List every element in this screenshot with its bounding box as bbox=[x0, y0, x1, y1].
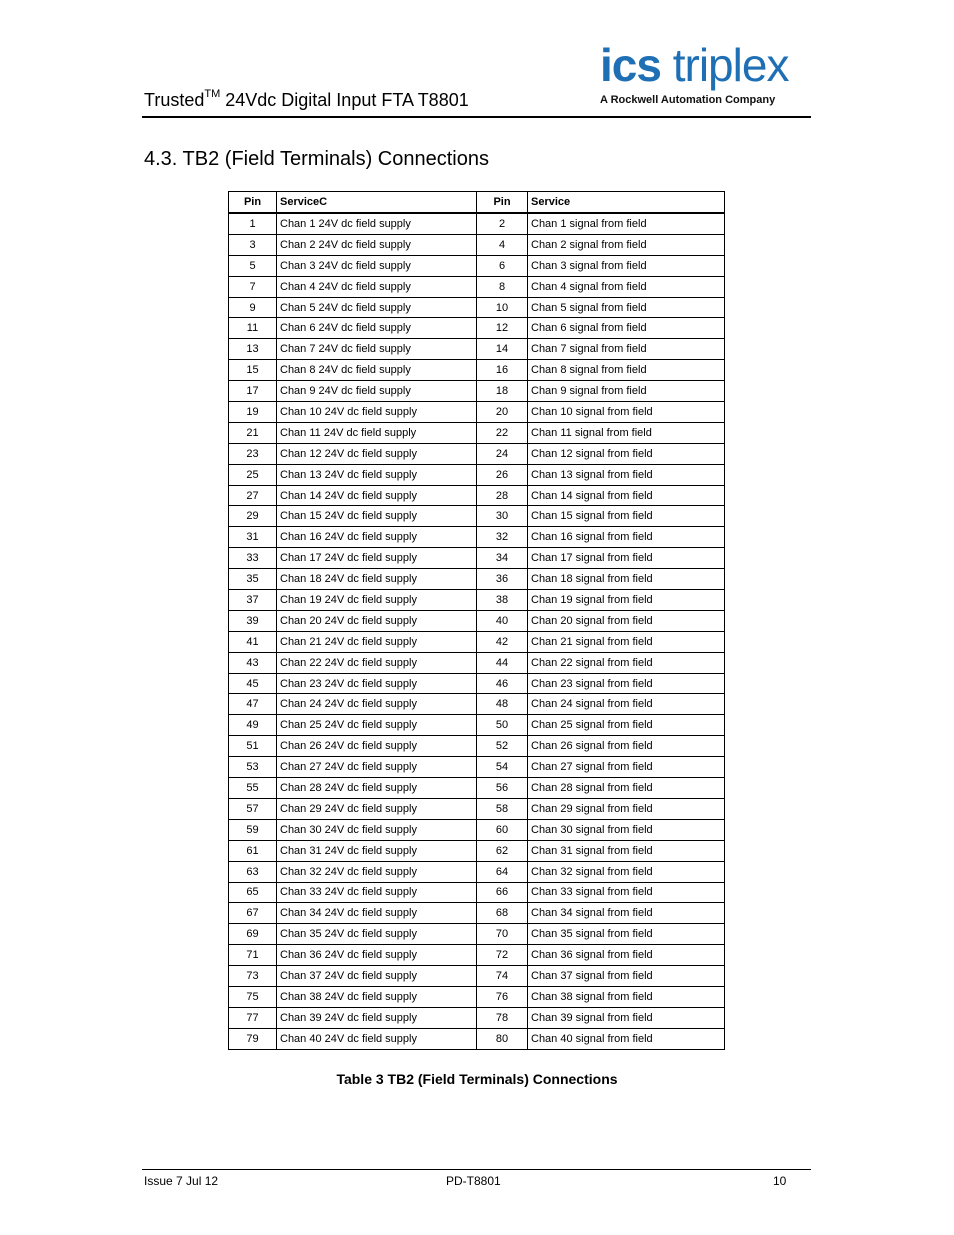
trademark-mark: TM bbox=[204, 88, 221, 100]
pin-cell: 52 bbox=[477, 736, 528, 757]
table-row bbox=[229, 715, 725, 736]
service-cell: Chan 20 signal from field bbox=[528, 610, 725, 631]
table-row bbox=[229, 339, 725, 360]
table-row bbox=[229, 694, 725, 715]
service-cell: Chan 21 signal from field bbox=[528, 631, 725, 652]
service-cell: Chan 38 signal from field bbox=[528, 986, 725, 1007]
service-cell: Chan 10 24V dc field supply bbox=[277, 402, 477, 423]
service-cell: Chan 15 signal from field bbox=[528, 506, 725, 527]
pin-cell: 77 bbox=[229, 1007, 277, 1028]
pin-cell: 78 bbox=[477, 1007, 528, 1028]
table-row bbox=[229, 861, 725, 882]
table-row bbox=[229, 234, 725, 255]
service-cell: Chan 6 24V dc field supply bbox=[277, 318, 477, 339]
service-cell: Chan 40 signal from field bbox=[528, 1028, 725, 1049]
header-service-2: Service bbox=[528, 192, 725, 214]
table-row bbox=[229, 736, 725, 757]
table-row bbox=[229, 882, 725, 903]
table-row bbox=[229, 255, 725, 276]
pin-cell: 48 bbox=[477, 694, 528, 715]
service-cell: Chan 19 signal from field bbox=[528, 590, 725, 611]
service-cell: Chan 27 signal from field bbox=[528, 757, 725, 778]
service-cell: Chan 23 signal from field bbox=[528, 673, 725, 694]
pin-cell: 18 bbox=[477, 381, 528, 402]
pin-cell: 58 bbox=[477, 798, 528, 819]
table-row bbox=[229, 590, 725, 611]
pin-cell: 62 bbox=[477, 840, 528, 861]
service-cell: Chan 39 signal from field bbox=[528, 1007, 725, 1028]
service-cell: Chan 30 signal from field bbox=[528, 819, 725, 840]
service-cell: Chan 29 signal from field bbox=[528, 798, 725, 819]
table-row bbox=[229, 464, 725, 485]
pin-cell: 79 bbox=[229, 1028, 277, 1049]
service-cell: Chan 27 24V dc field supply bbox=[277, 757, 477, 778]
service-cell: Chan 22 24V dc field supply bbox=[277, 652, 477, 673]
title-suffix: 24Vdc Digital Input FTA T8801 bbox=[220, 90, 469, 110]
pin-cell: 38 bbox=[477, 590, 528, 611]
pin-cell: 22 bbox=[477, 422, 528, 443]
service-cell: Chan 35 24V dc field supply bbox=[277, 924, 477, 945]
service-cell: Chan 16 signal from field bbox=[528, 527, 725, 548]
pin-cell: 80 bbox=[477, 1028, 528, 1049]
table-row bbox=[229, 297, 725, 318]
service-cell: Chan 28 signal from field bbox=[528, 778, 725, 799]
table-row bbox=[229, 548, 725, 569]
service-cell: Chan 19 24V dc field supply bbox=[277, 590, 477, 611]
pin-cell: 33 bbox=[229, 548, 277, 569]
service-cell: Chan 36 signal from field bbox=[528, 945, 725, 966]
service-cell: Chan 4 24V dc field supply bbox=[277, 276, 477, 297]
service-cell: Chan 40 24V dc field supply bbox=[277, 1028, 477, 1049]
pin-cell: 10 bbox=[477, 297, 528, 318]
table-row bbox=[229, 1028, 725, 1049]
service-cell: Chan 23 24V dc field supply bbox=[277, 673, 477, 694]
pin-cell: 46 bbox=[477, 673, 528, 694]
table-row bbox=[229, 840, 725, 861]
service-cell: Chan 6 signal from field bbox=[528, 318, 725, 339]
pin-cell: 13 bbox=[229, 339, 277, 360]
pin-cell: 34 bbox=[477, 548, 528, 569]
pin-cell: 72 bbox=[477, 945, 528, 966]
service-cell: Chan 26 signal from field bbox=[528, 736, 725, 757]
pin-cell: 50 bbox=[477, 715, 528, 736]
service-cell: Chan 24 signal from field bbox=[528, 694, 725, 715]
table-row bbox=[229, 1007, 725, 1028]
table-row bbox=[229, 485, 725, 506]
service-cell: Chan 36 24V dc field supply bbox=[277, 945, 477, 966]
pin-cell: 74 bbox=[477, 966, 528, 987]
service-cell: Chan 14 24V dc field supply bbox=[277, 485, 477, 506]
pin-cell: 23 bbox=[229, 443, 277, 464]
logo-light: triplex bbox=[672, 39, 789, 91]
pin-cell: 42 bbox=[477, 631, 528, 652]
pin-cell: 21 bbox=[229, 422, 277, 443]
pin-cell: 75 bbox=[229, 986, 277, 1007]
table-row bbox=[229, 569, 725, 590]
service-cell: Chan 24 24V dc field supply bbox=[277, 694, 477, 715]
pin-cell: 2 bbox=[477, 213, 528, 234]
service-cell: Chan 10 signal from field bbox=[528, 402, 725, 423]
pin-cell: 20 bbox=[477, 402, 528, 423]
table-row bbox=[229, 757, 725, 778]
pin-cell: 47 bbox=[229, 694, 277, 715]
service-cell: Chan 16 24V dc field supply bbox=[277, 527, 477, 548]
service-cell: Chan 7 24V dc field supply bbox=[277, 339, 477, 360]
service-cell: Chan 25 signal from field bbox=[528, 715, 725, 736]
pin-cell: 27 bbox=[229, 485, 277, 506]
table-row bbox=[229, 986, 725, 1007]
service-cell: Chan 26 24V dc field supply bbox=[277, 736, 477, 757]
service-cell: Chan 18 signal from field bbox=[528, 569, 725, 590]
service-cell: Chan 39 24V dc field supply bbox=[277, 1007, 477, 1028]
page-number: 10 bbox=[773, 1174, 787, 1188]
pin-cell: 19 bbox=[229, 402, 277, 423]
table-row bbox=[229, 798, 725, 819]
service-cell: Chan 3 24V dc field supply bbox=[277, 255, 477, 276]
pin-cell: 68 bbox=[477, 903, 528, 924]
pin-cell: 61 bbox=[229, 840, 277, 861]
title-prefix: Trusted bbox=[144, 90, 205, 110]
service-cell: Chan 9 signal from field bbox=[528, 381, 725, 402]
table-row bbox=[229, 819, 725, 840]
pin-cell: 29 bbox=[229, 506, 277, 527]
logo-tagline: A Rockwell Automation Company bbox=[600, 94, 776, 106]
service-cell: Chan 8 24V dc field supply bbox=[277, 360, 477, 381]
header-pin-1: Pin bbox=[229, 192, 277, 214]
pin-cell: 9 bbox=[229, 297, 277, 318]
pin-cell: 60 bbox=[477, 819, 528, 840]
service-cell: Chan 1 24V dc field supply bbox=[277, 213, 477, 234]
service-cell: Chan 5 signal from field bbox=[528, 297, 725, 318]
service-cell: Chan 25 24V dc field supply bbox=[277, 715, 477, 736]
pin-cell: 39 bbox=[229, 610, 277, 631]
pin-cell: 8 bbox=[477, 276, 528, 297]
service-cell: Chan 13 24V dc field supply bbox=[277, 464, 477, 485]
table-row bbox=[229, 673, 725, 694]
pin-cell: 51 bbox=[229, 736, 277, 757]
pin-cell: 55 bbox=[229, 778, 277, 799]
footer-doc-id: PD-T8801 bbox=[446, 1174, 501, 1188]
pin-cell: 45 bbox=[229, 673, 277, 694]
pin-cell: 14 bbox=[477, 339, 528, 360]
service-cell: Chan 33 signal from field bbox=[528, 882, 725, 903]
service-cell: Chan 31 signal from field bbox=[528, 840, 725, 861]
table-row bbox=[229, 903, 725, 924]
table-row bbox=[229, 381, 725, 402]
service-cell: Chan 2 signal from field bbox=[528, 234, 725, 255]
logo-wordmark bbox=[600, 40, 788, 90]
service-cell: Chan 9 24V dc field supply bbox=[277, 381, 477, 402]
service-cell: Chan 34 24V dc field supply bbox=[277, 903, 477, 924]
service-cell: Chan 32 signal from field bbox=[528, 861, 725, 882]
service-cell: Chan 14 signal from field bbox=[528, 485, 725, 506]
pin-cell: 7 bbox=[229, 276, 277, 297]
service-cell: Chan 29 24V dc field supply bbox=[277, 798, 477, 819]
pin-cell: 73 bbox=[229, 966, 277, 987]
pin-cell: 40 bbox=[477, 610, 528, 631]
table-row bbox=[229, 527, 725, 548]
table-row bbox=[229, 360, 725, 381]
service-cell: Chan 8 signal from field bbox=[528, 360, 725, 381]
service-cell: Chan 35 signal from field bbox=[528, 924, 725, 945]
pin-cell: 4 bbox=[477, 234, 528, 255]
service-cell: Chan 12 signal from field bbox=[528, 443, 725, 464]
footer-divider bbox=[142, 1169, 811, 1170]
company-logo bbox=[598, 40, 812, 110]
service-cell: Chan 5 24V dc field supply bbox=[277, 297, 477, 318]
pin-cell: 54 bbox=[477, 757, 528, 778]
pin-cell: 11 bbox=[229, 318, 277, 339]
pin-cell: 76 bbox=[477, 986, 528, 1007]
service-cell: Chan 11 24V dc field supply bbox=[277, 422, 477, 443]
pin-cell: 59 bbox=[229, 819, 277, 840]
table-row bbox=[229, 402, 725, 423]
pin-cell: 67 bbox=[229, 903, 277, 924]
service-cell: Chan 31 24V dc field supply bbox=[277, 840, 477, 861]
table-row bbox=[229, 631, 725, 652]
service-cell: Chan 34 signal from field bbox=[528, 903, 725, 924]
service-cell: Chan 17 signal from field bbox=[528, 548, 725, 569]
table-row bbox=[229, 276, 725, 297]
pin-cell: 65 bbox=[229, 882, 277, 903]
service-cell: Chan 4 signal from field bbox=[528, 276, 725, 297]
service-cell: Chan 32 24V dc field supply bbox=[277, 861, 477, 882]
service-cell: Chan 21 24V dc field supply bbox=[277, 631, 477, 652]
service-cell: Chan 37 24V dc field supply bbox=[277, 966, 477, 987]
pin-cell: 5 bbox=[229, 255, 277, 276]
service-cell: Chan 17 24V dc field supply bbox=[277, 548, 477, 569]
table-row bbox=[229, 924, 725, 945]
service-cell: Chan 33 24V dc field supply bbox=[277, 882, 477, 903]
service-cell: Chan 38 24V dc field supply bbox=[277, 986, 477, 1007]
pin-cell: 31 bbox=[229, 527, 277, 548]
pin-cell: 32 bbox=[477, 527, 528, 548]
pin-cell: 6 bbox=[477, 255, 528, 276]
pin-cell: 44 bbox=[477, 652, 528, 673]
service-cell: Chan 30 24V dc field supply bbox=[277, 819, 477, 840]
pin-cell: 24 bbox=[477, 443, 528, 464]
pin-cell: 12 bbox=[477, 318, 528, 339]
table-row bbox=[229, 610, 725, 631]
table-row bbox=[229, 443, 725, 464]
header-service-1: ServiceC bbox=[277, 192, 477, 214]
pin-cell: 69 bbox=[229, 924, 277, 945]
pin-cell: 63 bbox=[229, 861, 277, 882]
service-cell: Chan 20 24V dc field supply bbox=[277, 610, 477, 631]
table-row bbox=[229, 422, 725, 443]
header-divider bbox=[142, 116, 811, 118]
pin-cell: 36 bbox=[477, 569, 528, 590]
pin-cell: 30 bbox=[477, 506, 528, 527]
pin-cell: 35 bbox=[229, 569, 277, 590]
pin-cell: 56 bbox=[477, 778, 528, 799]
pin-cell: 70 bbox=[477, 924, 528, 945]
connections-table bbox=[228, 191, 725, 1050]
pin-cell: 71 bbox=[229, 945, 277, 966]
service-cell: Chan 37 signal from field bbox=[528, 966, 725, 987]
table-row bbox=[229, 778, 725, 799]
service-cell: Chan 15 24V dc field supply bbox=[277, 506, 477, 527]
pin-cell: 26 bbox=[477, 464, 528, 485]
pin-cell: 41 bbox=[229, 631, 277, 652]
service-cell: Chan 3 signal from field bbox=[528, 255, 725, 276]
pin-cell: 43 bbox=[229, 652, 277, 673]
pin-cell: 53 bbox=[229, 757, 277, 778]
pin-cell: 25 bbox=[229, 464, 277, 485]
service-cell: Chan 12 24V dc field supply bbox=[277, 443, 477, 464]
logo-bold: ics bbox=[600, 39, 661, 91]
pin-cell: 49 bbox=[229, 715, 277, 736]
table-row bbox=[229, 945, 725, 966]
section-heading: 4.3. TB2 (Field Terminals) Connections bbox=[144, 148, 489, 170]
pin-cell: 3 bbox=[229, 234, 277, 255]
service-cell: Chan 1 signal from field bbox=[528, 213, 725, 234]
document-title bbox=[144, 90, 469, 111]
pin-cell: 15 bbox=[229, 360, 277, 381]
table-row bbox=[229, 966, 725, 987]
service-cell: Chan 28 24V dc field supply bbox=[277, 778, 477, 799]
pin-cell: 37 bbox=[229, 590, 277, 611]
service-cell: Chan 13 signal from field bbox=[528, 464, 725, 485]
pin-cell: 57 bbox=[229, 798, 277, 819]
pin-cell: 28 bbox=[477, 485, 528, 506]
header-pin-2: Pin bbox=[477, 192, 528, 214]
pin-cell: 17 bbox=[229, 381, 277, 402]
table-row bbox=[229, 652, 725, 673]
service-cell: Chan 22 signal from field bbox=[528, 652, 725, 673]
table-row bbox=[229, 318, 725, 339]
service-cell: Chan 2 24V dc field supply bbox=[277, 234, 477, 255]
pin-cell: 1 bbox=[229, 213, 277, 234]
table-row bbox=[229, 506, 725, 527]
pin-cell: 16 bbox=[477, 360, 528, 381]
pin-cell: 64 bbox=[477, 861, 528, 882]
service-cell: Chan 7 signal from field bbox=[528, 339, 725, 360]
pin-cell: 66 bbox=[477, 882, 528, 903]
service-cell: Chan 11 signal from field bbox=[528, 422, 725, 443]
table-row bbox=[229, 213, 725, 234]
table-caption: Table 3 TB2 (Field Terminals) Connections bbox=[336, 1071, 618, 1087]
footer-issue: Issue 7 Jul 12 bbox=[144, 1174, 219, 1188]
table-header-row bbox=[229, 192, 725, 214]
service-cell: Chan 18 24V dc field supply bbox=[277, 569, 477, 590]
